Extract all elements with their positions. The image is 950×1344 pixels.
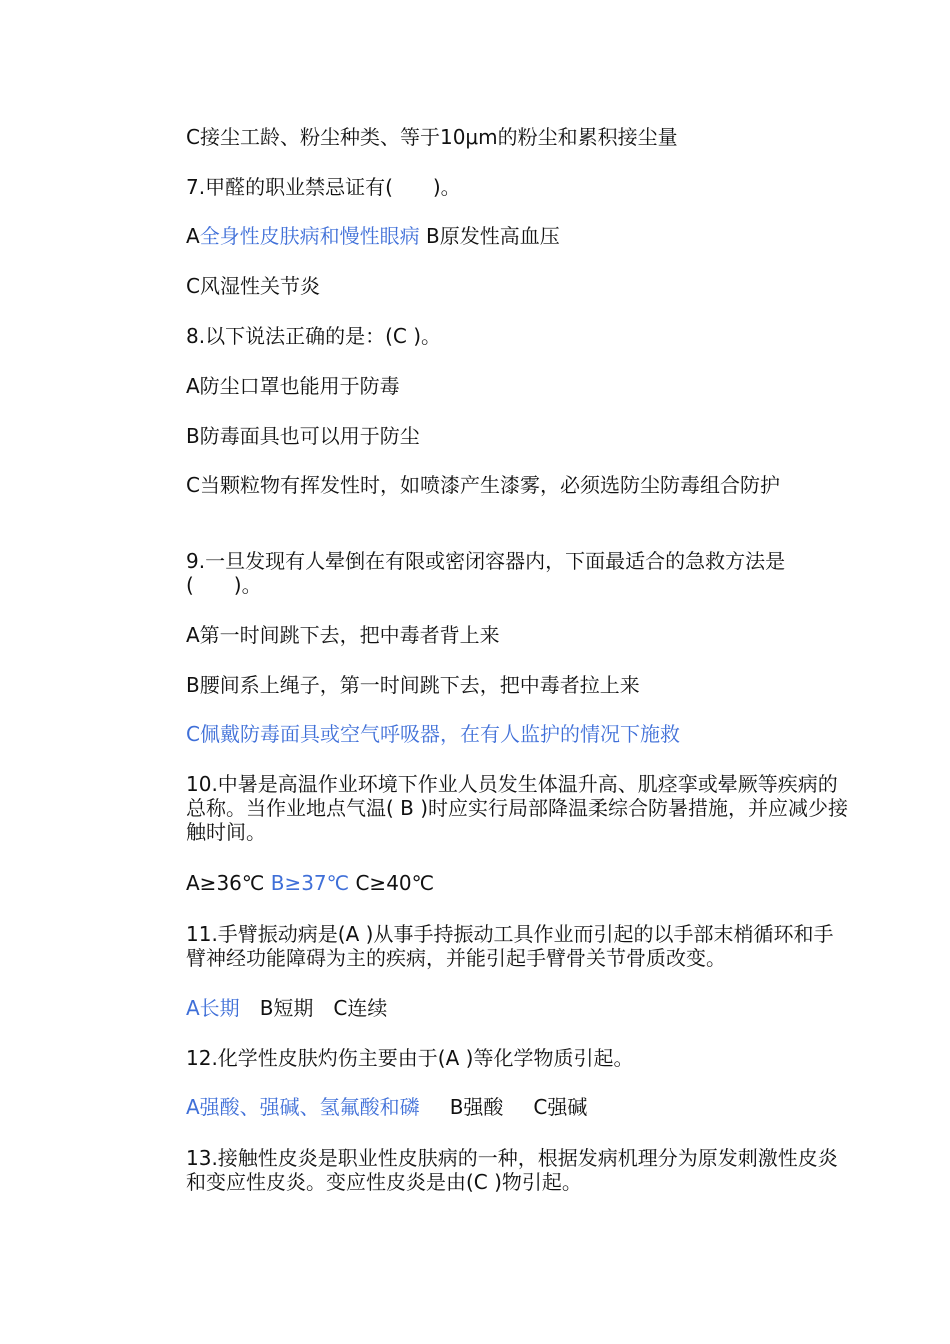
q11-option-c: C连续 [333,996,388,1020]
question-13: 13.接触性皮炎是职业性皮肤病的一种，根据发病机理分为原发刺激性皮炎和变应性皮炎。变应性皮炎是由(C )物引起。 [186,1146,838,1194]
q7-option-b: B原发性高血压 [426,224,560,248]
q8-option-b: B防毒面具也可以用于防尘 [186,424,420,448]
q8-option-c: C当颗粒物有挥发性时，如喷漆产生漆雾，必须选防尘防毒组合防护 [186,473,780,497]
q9-option-a: A第一时间跳下去，把中毒者背上来 [186,623,500,647]
q12-option-a: A强酸、强碱、氢氟酸和磷 [186,1095,420,1119]
q11-option-b: B短期 [259,996,314,1020]
question-12: 12.化学性皮肤灼伤主要由于(A )等化学物质引起。 [186,1046,634,1070]
q10-options [144,871,851,895]
q7-option-a-text: 全身性皮肤病和慢性眼病 [199,224,420,248]
q7-option-a-label: A [186,224,200,248]
question-8: 8.以下说法正确的是：(C )。 [186,324,442,348]
q9-option-b: B腰间系上绳子，第一时间跳下去，把中毒者拉上来 [186,673,640,697]
q12-option-b: B强酸 [449,1095,504,1119]
q12-option-c: C强碱 [533,1095,588,1119]
question-7: 7.甲醛的职业禁忌证有( )。 [186,175,461,199]
q7-option-c: C风湿性关节炎 [186,274,320,298]
question-10: 10.中暑是高温作业环境下作业人员发生体温升高、肌痉挛或晕厥等疾病的总称。当作业地点气温( B )时应实行局部降温柔综合防暑措施，并应减少接触时间。 [186,772,849,844]
question-9: 9.一旦发现有人晕倒在有限或密闭容器内，下面最适合的急救方法是( )。 [186,549,786,597]
q7-options-ab [144,224,851,248]
q9-option-c: C佩戴防毒面具或空气呼吸器，在有人监护的情况下施救 [186,722,680,746]
q10-option-b: B≥37℃ [270,871,350,895]
question-11: 11.手臂振动病是(A )从事手持振动工具作业而引起的以手部末梢循环和手臂神经功能障碍为主的疾病，并能引起手臂骨关节骨质改变。 [186,922,834,970]
q6-option-c: C接尘工龄、粉尘种类、等于10μm的粉尘和累积接尘量 [186,125,678,149]
q12-options [144,1095,851,1119]
q11-option-a: A长期 [186,996,240,1020]
q10-option-c: C≥40℃ [355,871,435,895]
q10-option-a: A≥36℃ [186,871,265,895]
q11-options [144,996,851,1020]
q8-option-a: A防尘口罩也能用于防毒 [186,374,400,398]
